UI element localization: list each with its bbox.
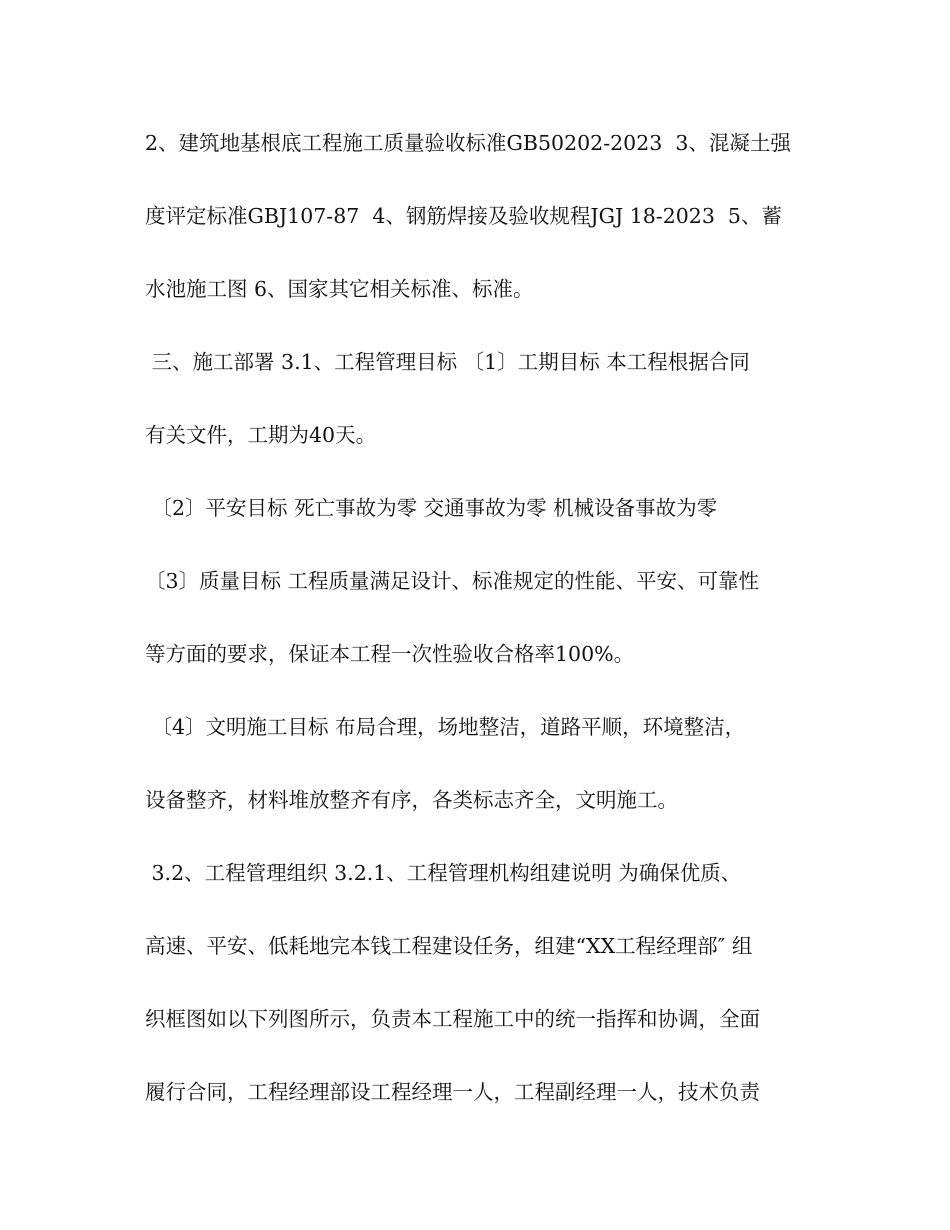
text-line-2: 度评定标准GBJ107-87 4、钢筋焊接及验收规程JGJ 18-2023 5、蓄 xyxy=(145,204,782,228)
text-line-9: 〔4〕文明施工目标 布局合理，场地整洁，道路平顺，环境整洁， xyxy=(145,715,746,739)
text-line-10: 设备整齐，材料堆放整齐有序，各类标志齐全，文明施工。 xyxy=(145,788,678,812)
text-line-12: 高速、平安、低耗地完本钱工程建设任务，组建“XX工程经理部″ 组 xyxy=(145,934,753,958)
text-line-4: 三、施工部署 3.1、工程管理目标 〔1〕工期目标 本工程根据合同 xyxy=(145,350,750,374)
text-line-7: 〔3〕质量目标 工程质量满足设计、标准规定的性能、平安、可靠性 xyxy=(145,569,760,593)
text-line-1: 2、建筑地基根底工程施工质量验收标准GB50202-2023 3、混凝土强 xyxy=(145,131,791,155)
text-line-13: 织框图如以下列图所示，负责本工程施工中的统一指挥和协调，全面 xyxy=(145,1007,760,1031)
text-line-11: 3.2、工程管理组织 3.2.1、工程管理机构组建说明 为确保优质、 xyxy=(145,861,742,885)
text-line-5: 有关文件，工期为40天。 xyxy=(145,423,377,447)
text-line-3: 水池施工图 6、国家其它相关标准、标准。 xyxy=(145,277,534,301)
text-line-6: 〔2〕平安目标 死亡事故为零 交通事故为零 机械设备事故为零 xyxy=(145,496,718,520)
text-line-14: 履行合同，工程经理部设工程经理一人，工程副经理一人，技术负责 xyxy=(145,1080,760,1104)
text-line-8: 等方面的要求，保证本工程一次性验收合格率100%。 xyxy=(145,642,635,666)
